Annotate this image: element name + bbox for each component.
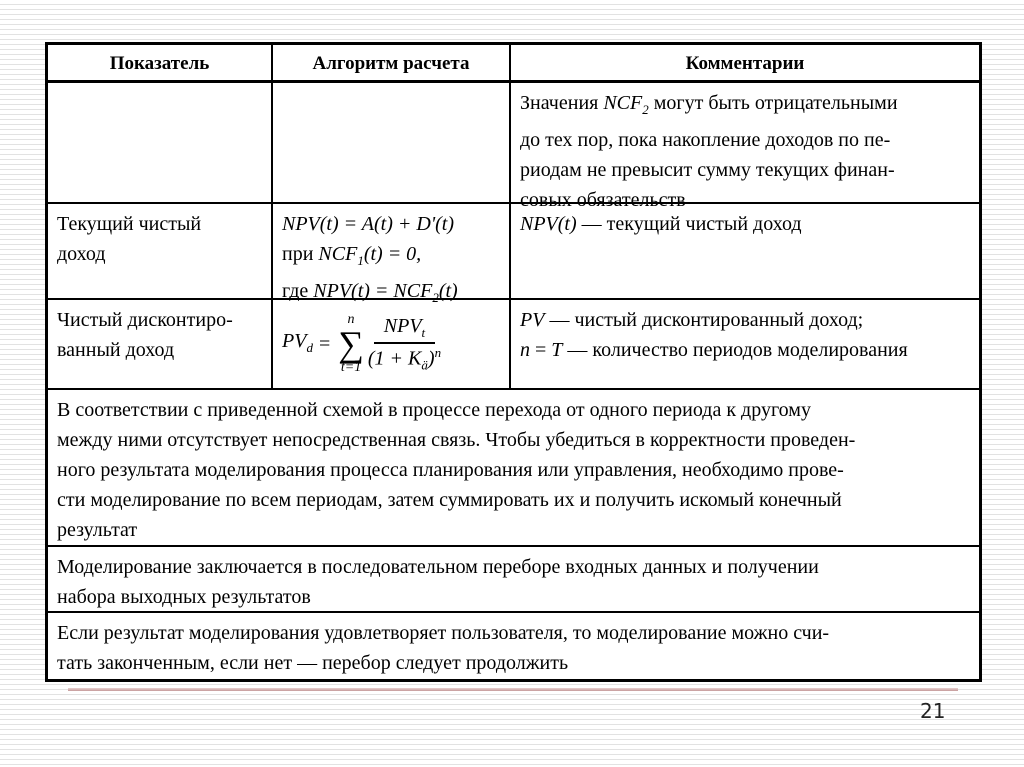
table-row-ncf2 — [48, 83, 979, 211]
table-row-current-net-income — [48, 204, 979, 305]
row1-comment — [511, 83, 979, 220]
npv-formula-line1: NPV(t) = A(t) + D'(t) — [282, 213, 454, 235]
row1-comment-line1: Значения $NCF_2$ могут быть отрицательными — [520, 92, 898, 117]
row3-comment — [511, 300, 979, 388]
ncf2-symbol: $NCF_2$ — [603, 92, 649, 117]
row1-comment-line3: риодам не превысит сумму текущих финан- — [520, 159, 895, 181]
row3-comment-line2: n = T — количество периодов моделирования — [520, 339, 908, 361]
pv-sum-formula: $PV_d$ = n ∑ t=1 $\frac{NPV_t}{(1 + K_ä)^n}$ — [282, 312, 442, 375]
npv-formula-line2: при $NCF_1(t) = 0$, — [282, 243, 422, 268]
row1-comment-line2: до тех пор, пока накопление доходов по пе- — [520, 129, 891, 151]
row2-indicator: Текущий чистый доход — [48, 204, 273, 318]
row1-comment-line4: совых обязательств — [520, 189, 686, 211]
paragraph-scheme-transition: В соответствии с приведенной схемой в процессе перехода от одного периода к другому между ними отсутствует непосредственная связь. Чтобы убедиться в корректности проведен- ного результата моделирования процесса планирования или управления, необходимо прове- сти моделирование по всем периодам, затем суммировать их и получить искомый конечный результат — [48, 390, 979, 547]
header-algorithm: Алгоритм расчета — [273, 45, 511, 82]
paragraph-modeling-result: Если результат моделирования удовлетворяет пользователя, то моделирование можно счи- тать законченным, если нет — перебор следует продолжить — [57, 622, 830, 674]
row3-comment-line1: PV — чистый дисконтированный доход; — [520, 309, 864, 331]
fraction: $\frac{NPV_t}{(1 + K_ä)^n}$ — [367, 314, 442, 373]
footer-accent-line — [68, 688, 958, 691]
paragraph-modeling-enumeration: Моделирование заключается в последовательном переборе входных данных и получении набора выходных результатов — [48, 547, 979, 613]
page-number: 21 — [920, 699, 946, 723]
row3-algorithm — [273, 300, 511, 388]
sigma-symbol: n ∑ t=1 — [338, 312, 364, 375]
npv-formula-line3: где $NPV(t) = NCF_2(t)$ — [282, 280, 458, 305]
table-row-discounted-income — [48, 300, 979, 390]
row3-indicator: Чистый дисконтиро- ванный доход — [48, 300, 273, 388]
row1-algorithm-empty — [273, 83, 511, 220]
content-table — [45, 42, 982, 682]
row1-indicator-empty — [48, 83, 273, 220]
row2-comment: NPV(t) — текущий чистый доход — [520, 213, 802, 235]
header-comments: Комментарии — [685, 53, 805, 74]
header-indicator: Показатель — [48, 45, 273, 82]
table-header-row — [48, 45, 979, 83]
